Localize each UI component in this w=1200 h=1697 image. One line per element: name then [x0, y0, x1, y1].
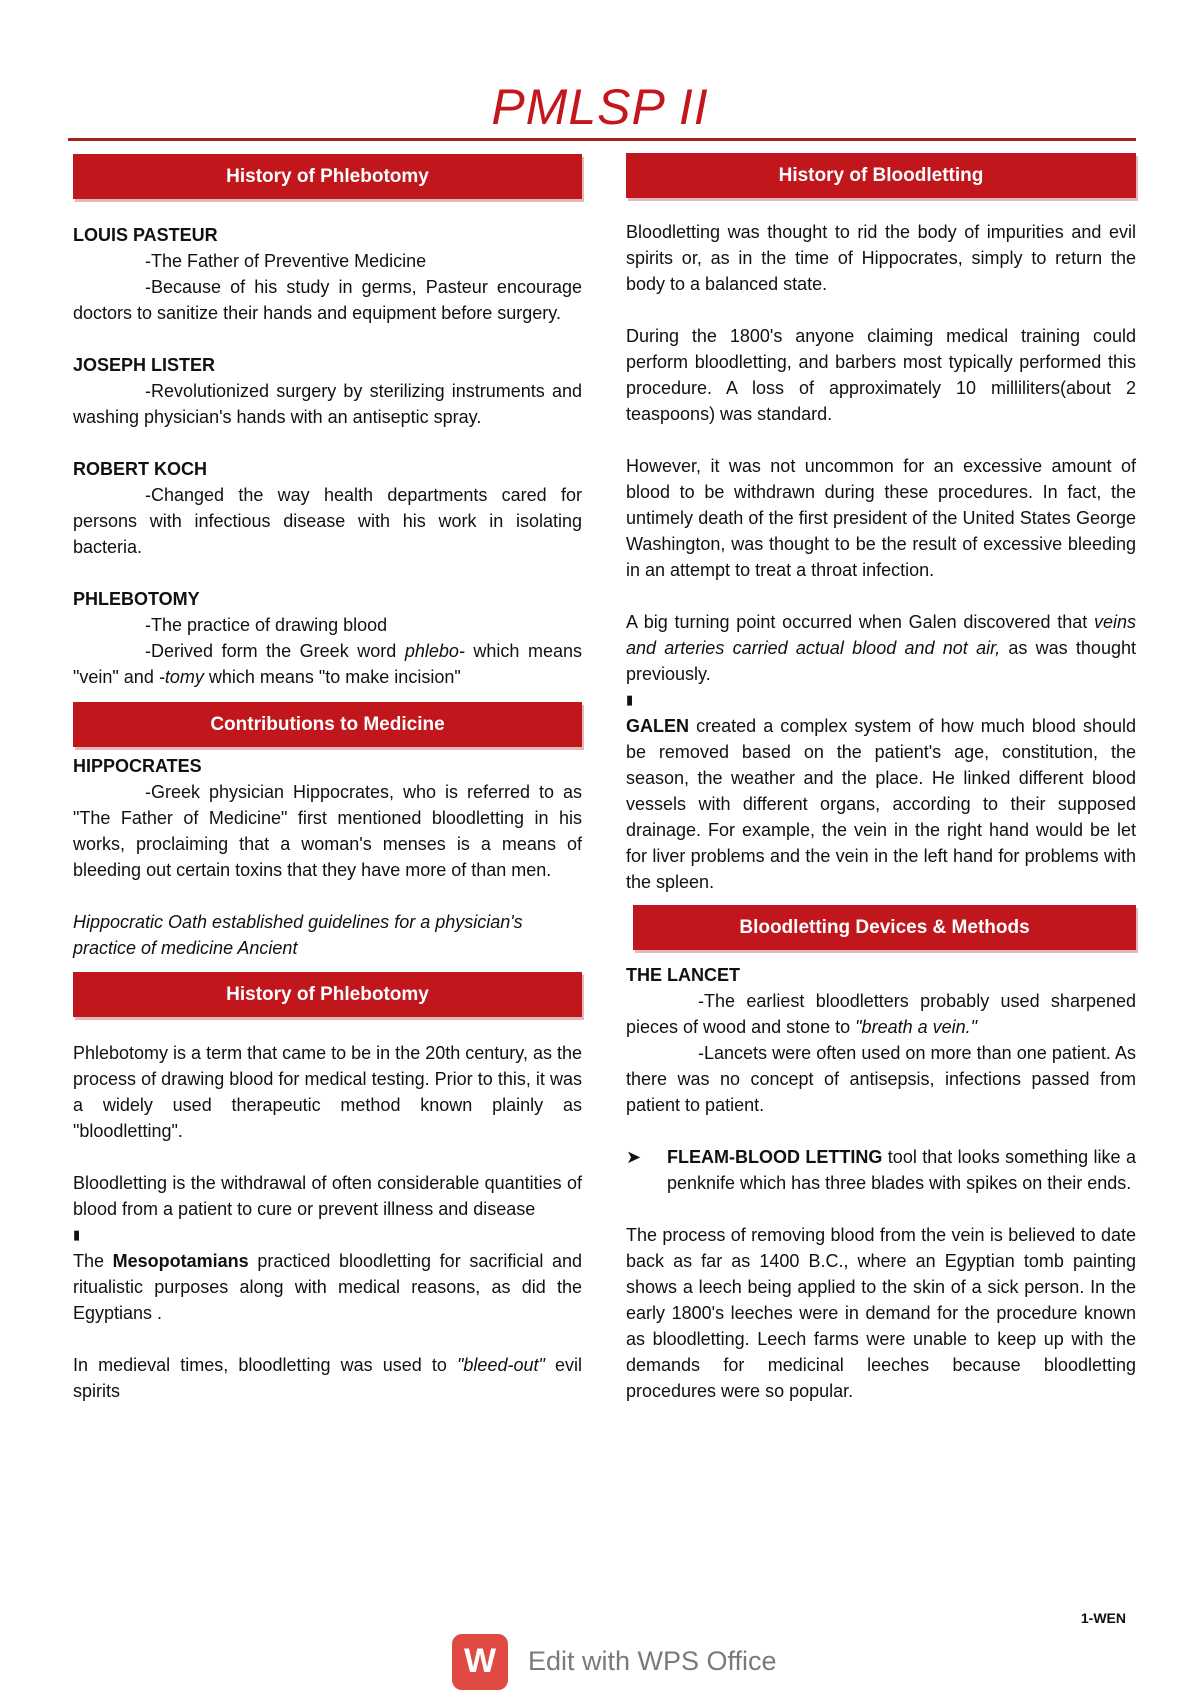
section-header-bloodletting-devices: Bloodletting Devices & Methods	[633, 905, 1136, 950]
washington-paragraph: However, it was not uncommon for an excessive amount of blood to be withdrawn during these procedures. In fact, the untimely death of the first president of the United States George Washington, was thought to be the result of excessive bleeding in an attempt to treat a throat infection.	[626, 456, 1136, 580]
hippocrates-line-1: -Greek physician Hippocrates, who is referred to as "The Father of Medicine" first mentioned bloodletting in his works, proclaiming that a woman's menses is a means of bleeding out certain toxins that they have more of than men.	[73, 782, 582, 880]
arrow-bullet-icon: ➤	[626, 1147, 642, 1167]
lister-line-1: -Revolutionized surgery by sterilizing instruments and washing physician's hands with an antiseptic spray.	[73, 381, 582, 427]
paragraph-mark: ▮	[626, 692, 634, 707]
right-column	[626, 153, 1136, 1404]
list-item: ➤ FLEAM-BLOOD LETTING tool that looks something like a penknife which has three blades with spikes on their ends.	[626, 1144, 1136, 1196]
fleam-list	[626, 1144, 1136, 1196]
1800s-paragraph: During the 1800's anyone claiming medical training could perform bloodletting, and barbers most typically performed this procedure. A loss of approximately 10 milliliters(about 2 teaspoons) was standard.	[626, 326, 1136, 424]
bloodletting-purpose-paragraph: Bloodletting was thought to rid the body of impurities and evil spirits or, as in the time of Hippocrates, simply to return the body to a balanced state.	[626, 222, 1136, 294]
phlebotomy-line-1: -The practice of drawing blood	[145, 615, 388, 635]
leech-paragraph: The process of removing blood from the vein is believed to date back as far as 1400 B.C., where an Egyptian tomb painting shows a leech being applied to the skin of a sick person. In the early 1800's leeches were in demand for the procedure known as bloodletting. Leech farms were unable to keep up with the demands for medicinal leeches because bloodletting procedures were so popular.	[626, 1225, 1136, 1401]
section-header-history-of-phlebotomy: History of Phlebotomy	[73, 154, 582, 199]
heading-robert-koch: ROBERT KOCH	[73, 459, 207, 479]
galen-discovery-paragraph: A big turning point occurred when Galen discovered that veins and arteries carried actual blood and not air, as was thought previously.	[626, 612, 1136, 684]
pasteur-line-1: -The Father of Preventive Medicine	[145, 251, 427, 271]
lancet-line-2: -Lancets were often used on more than one patient. As there was no concept of antisepsis, infections passed from patient to patient.	[626, 1043, 1136, 1115]
heading-louis-pasteur: LOUIS PASTEUR	[73, 225, 218, 245]
section-header-history-of-phlebotomy-2: History of Phlebotomy	[73, 972, 582, 1017]
paragraph-mark: ▮	[73, 1227, 81, 1242]
heading-hippocrates: HIPPOCRATES	[73, 756, 202, 776]
medieval-paragraph: In medieval times, bloodletting was used to "bleed-out" evil spirits	[73, 1355, 583, 1401]
phlebotomy-line-2: -Derived form the Greek word phlebo- which means "vein" and -tomy which means "to make incision"	[73, 641, 582, 687]
galen-system-paragraph: GALEN created a complex system of how much blood should be removed based on the patient's age, constitution, the season, the weather and the place. He linked different blood vessels with different organs, according to their supposed drainage. For example, the vein in the right hand would be let for liver problems and the vein in the left hand for problems with the spleen.	[626, 716, 1136, 892]
wps-watermark-text: Edit with WPS Office	[528, 1646, 777, 1676]
hippocratic-oath-line-1: Hippocratic Oath established guidelines for a physician's	[73, 912, 523, 932]
koch-line-1: -Changed the way health departments cared for persons with infectious disease with his work in isolating bacteria.	[73, 485, 582, 557]
pasteur-line-2: -Because of his study in germs, Pasteur encourage doctors to sanitize their hands and equipment before surgery.	[73, 277, 582, 323]
hippocratic-oath-line-2: practice of medicine Ancient	[73, 938, 298, 958]
mesopotamians-paragraph: The Mesopotamians practiced bloodletting for sacrificial and ritualistic purposes along with medical reasons, as did the Egyptians .	[73, 1251, 582, 1323]
heading-phlebotomy: PHLEBOTOMY	[73, 589, 200, 609]
heading-joseph-lister: JOSEPH LISTER	[73, 355, 216, 375]
page-title: PMLSP II	[491, 79, 709, 135]
wps-watermark	[452, 1633, 777, 1690]
heading-the-lancet: THE LANCET	[626, 965, 740, 985]
page-number: 1-WEN	[1080, 1610, 1126, 1626]
phlebotomy-paragraph: Phlebotomy is a term that came to be in the 20th century, as the process of drawing blood for medical testing. Prior to this, it was a widely used therapeutic method known plainly as "bloodletting".	[73, 1043, 582, 1141]
wps-logo-icon: W	[452, 1634, 508, 1690]
section-header-contributions-to-medicine: Contributions to Medicine	[73, 702, 582, 747]
title-rule	[68, 138, 1136, 141]
section-header-history-of-bloodletting: History of Bloodletting	[626, 153, 1136, 198]
lancet-line-1: -The earliest bloodletters probably used sharpened pieces of wood and stone to "breath a vein."	[626, 991, 1136, 1037]
left-column	[73, 154, 582, 1404]
bloodletting-definition-paragraph: Bloodletting is the withdrawal of often considerable quantities of blood from a patient to cure or prevent illness and disease	[73, 1173, 582, 1219]
